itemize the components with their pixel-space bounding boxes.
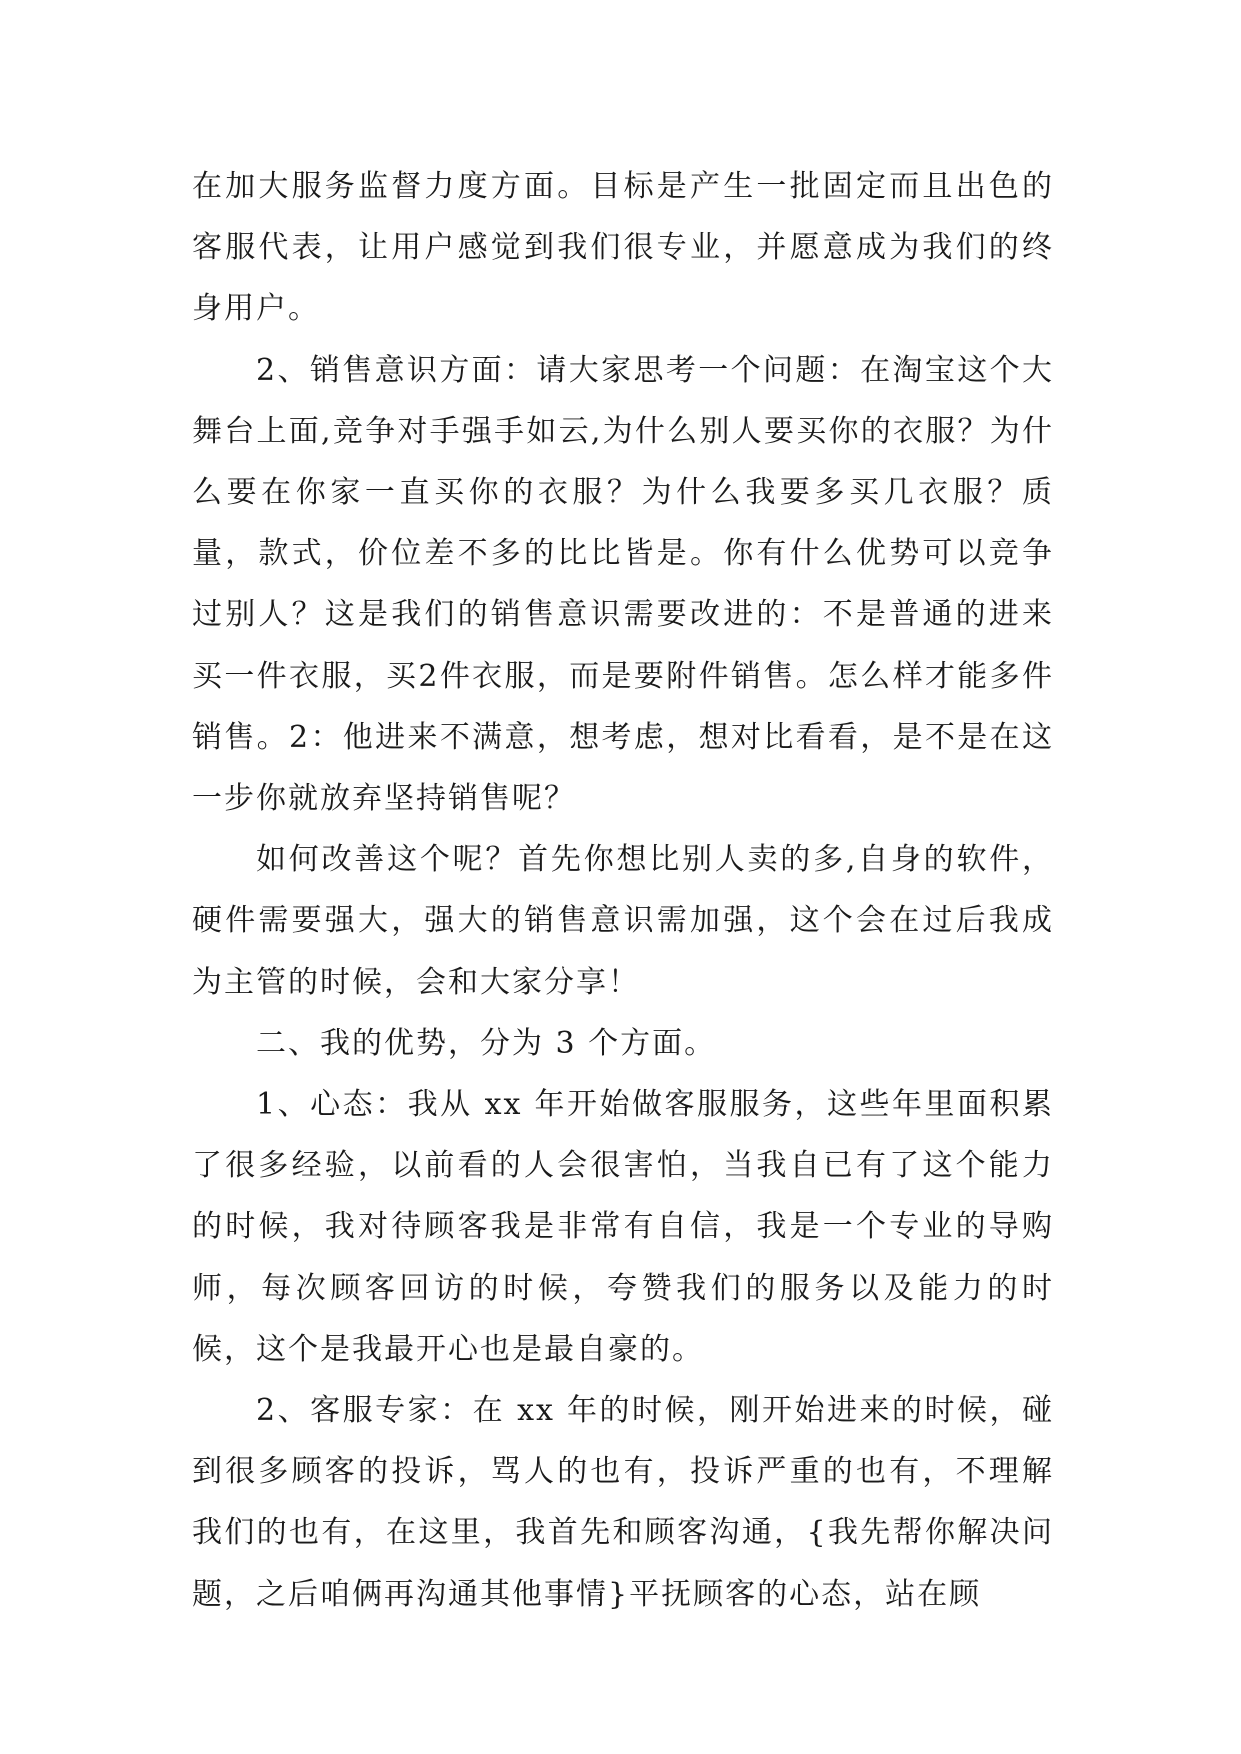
paragraph-my-advantages-heading: 二、我的优势，分为 3 个方面。 bbox=[256, 1025, 717, 1061]
paragraph-how-to-improve: 如何改善这个呢？首先你想比别人卖的多,自身的软件，硬件需要强大，强大的销售意识需加强，这个会在过后我成为主管的时候，会和大家分享！ bbox=[192, 842, 1054, 1000]
paragraph-mindset: 1、心态：我从 xx 年开始做客服服务，这些年里面积累了很多经验，以前看的人会很害怕，当我自已有了这个能力的时候，我对待顾客我是非常有自信，我是一个专业的导购师，每次顾客回访的时候，夸赞我们的服务以及能力的时候，这个是我最开心也是最自豪的。 bbox=[192, 1087, 1054, 1367]
document-body bbox=[192, 156, 1054, 1625]
paragraph-sales-awareness: 2、销售意识方面：请大家思考一个问题：在淘宝这个大舞台上面,竞争对手强手如云,为什么别人要买你的衣服？为什么要在你家一直买你的衣服？为什么我要多买几衣服？质量，款式，价位差不多的比比皆是。你有什么优势可以竞争过别人？这是我们的销售意识需要改进的：不是普通的进来买一件衣服，买2件衣服，而是要附件销售。怎么样才能多件销售。2：他进来不满意，想考虑，想对比看看，是不是在这一步你就放弃坚持销售呢？ bbox=[192, 352, 1054, 817]
paragraph-service-supervision: 在加大服务监督力度方面。目标是产生一批固定而且出色的客服代表，让用户感觉到我们很专业，并愿意成为我们的终身用户。 bbox=[192, 169, 1054, 327]
paragraph-customer-service-expert: 2、客服专家：在 xx 年的时候，刚开始进来的时候，碰到很多顾客的投诉，骂人的也有，投诉严重的也有，不理解我们的也有，在这里，我首先和顾客沟通，{我先帮你解决问题，之后咱俩再沟通其他事情}平抚顾客的心态，站在顾 bbox=[192, 1393, 1054, 1612]
